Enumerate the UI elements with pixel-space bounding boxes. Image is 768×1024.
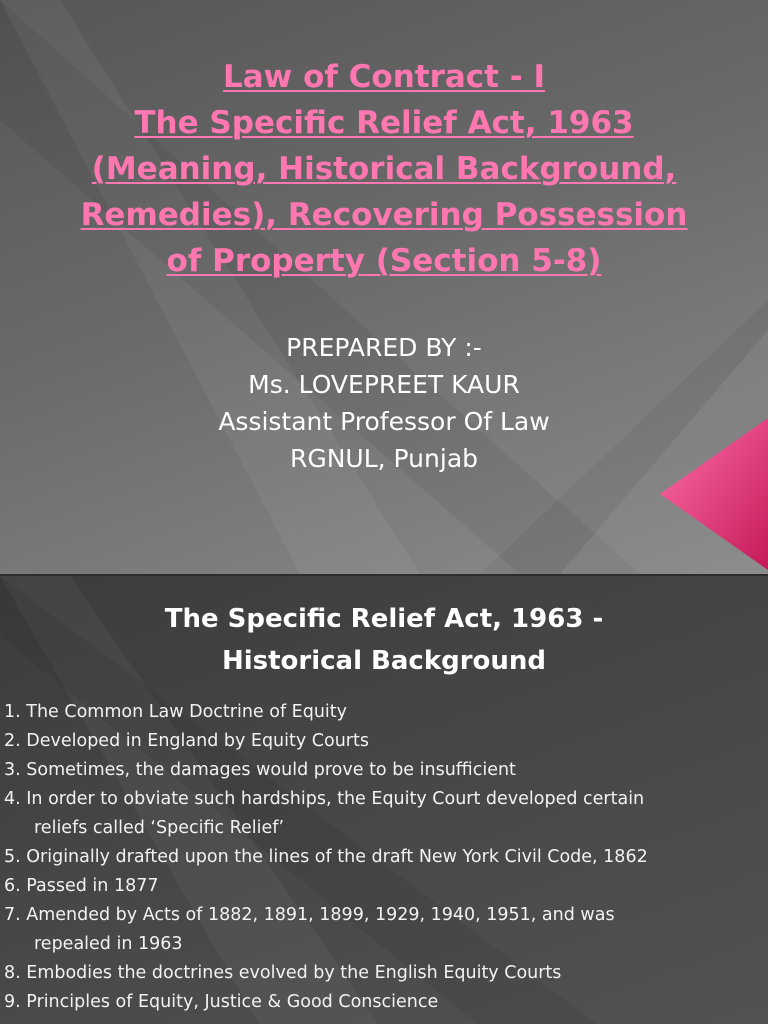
list-item: 8. Embodies the doctrines evolved by the English Equity Courts — [4, 963, 562, 983]
list-item: 3. Sometimes, the damages would prove to be insufficient — [4, 760, 516, 780]
author-institution: RGNUL, Punjab — [289, 444, 479, 473]
title-line: The Specific Relief Act, 1963 — [134, 105, 634, 141]
slide-heading — [40, 598, 728, 682]
list-item: 5. Originally drafted upon the lines of the draft New York Civil Code, 1862 — [4, 847, 648, 867]
list-item: 1. The Common Law Doctrine of Equity — [4, 702, 348, 722]
author-designation: Assistant Professor Of Law — [218, 407, 550, 436]
heading-line: Historical Background — [221, 646, 547, 676]
title-line: of Property (Section 5-8) — [166, 243, 602, 279]
title-line: (Meaning, Historical Background, — [91, 151, 677, 187]
list-item-continuation: reliefs called ‘Specific Relief’ — [34, 818, 285, 838]
list-item-continuation: repealed in 1963 — [34, 934, 183, 954]
author-name: Ms. LOVEPREET KAUR — [248, 370, 520, 399]
title-line: Remedies), Recovering Possession — [80, 197, 688, 233]
author-info — [0, 329, 768, 477]
prepared-by-label: PREPARED BY :- — [286, 333, 482, 362]
slide-title — [40, 54, 728, 284]
title-line: Law of Contract - I — [222, 59, 545, 95]
list-item: 4. In order to obviate such hardships, the Equity Court developed certain — [4, 789, 645, 809]
history-list — [4, 698, 764, 1017]
list-item: 7. Amended by Acts of 1882, 1891, 1899, 1929, 1940, 1951, and was — [4, 905, 615, 925]
heading-line: The Specific Relief Act, 1963 - — [164, 604, 604, 634]
list-item: 9. Principles of Equity, Justice & Good Conscience — [4, 992, 439, 1012]
list-item: 2. Developed in England by Equity Courts — [4, 731, 369, 751]
list-item: 6. Passed in 1877 — [4, 876, 159, 896]
